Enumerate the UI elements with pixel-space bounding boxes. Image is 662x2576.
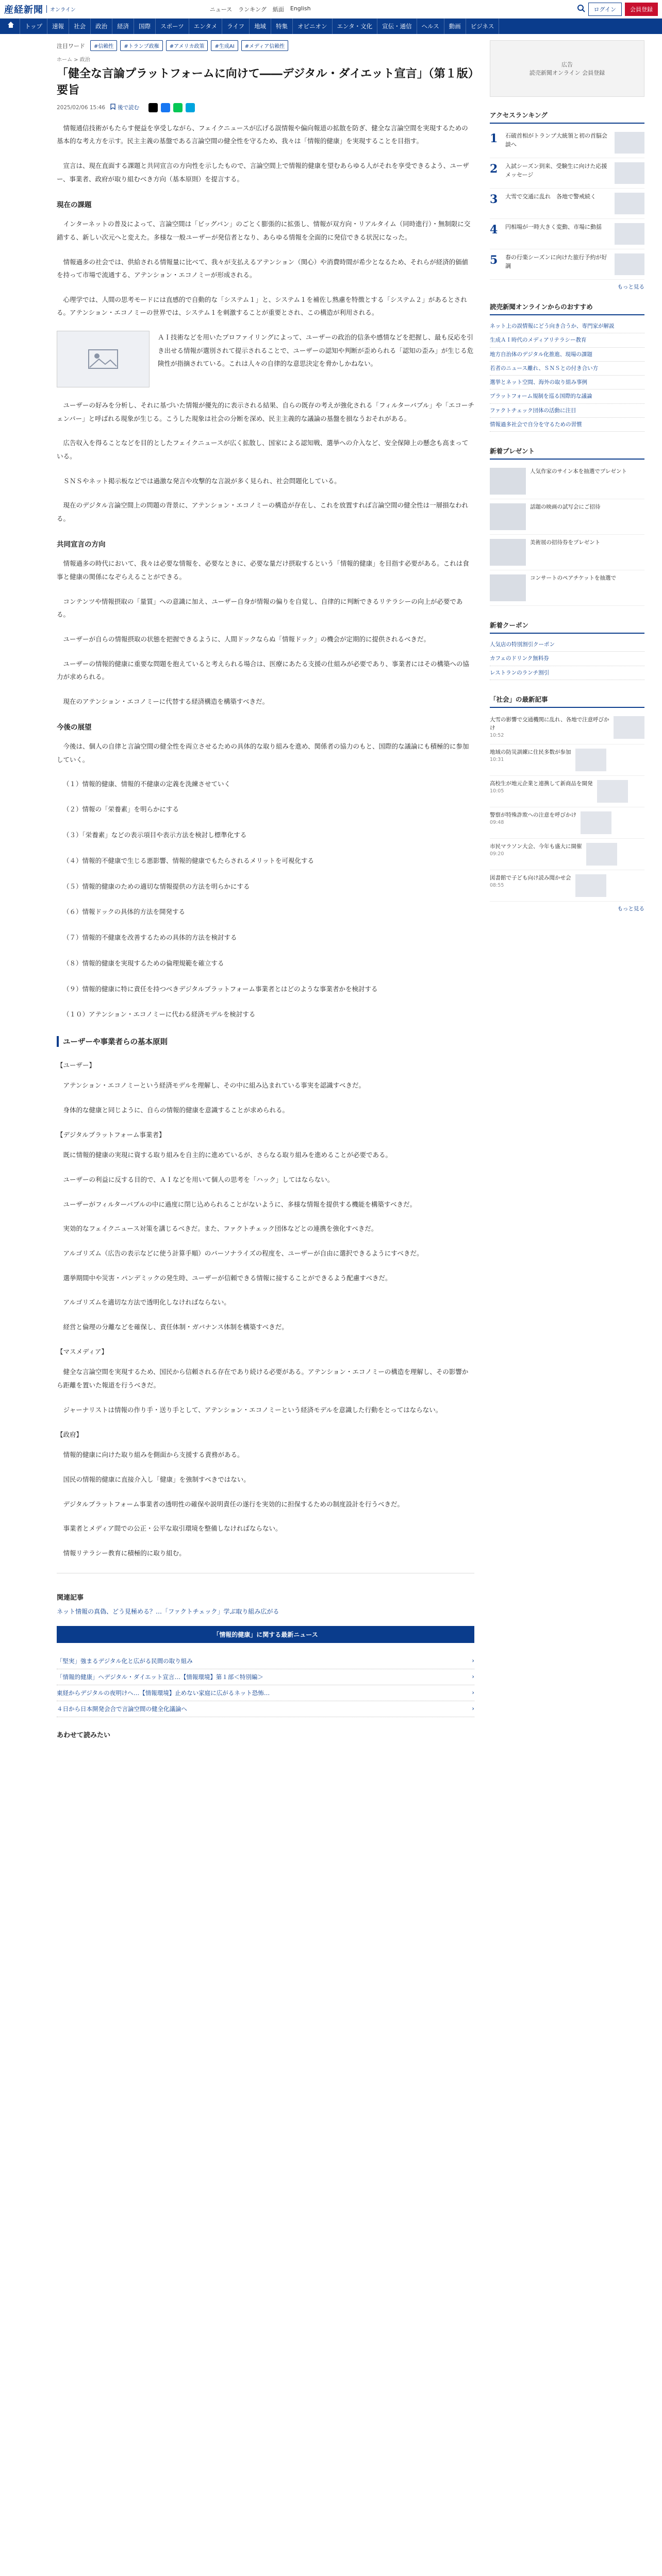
main-nav <box>0 19 662 34</box>
news-item-text: 東経からデジタルの夜明けへ…【情報環境】止めない家庭に広がるネット恐怖… <box>57 1689 270 1697</box>
tag[interactable]: #信賴性 <box>90 40 117 51</box>
ranking-text: 石破首相がトランプ大統領と初の首脳会談へ <box>505 132 607 148</box>
latest-time: 09:20 <box>490 851 504 857</box>
chevron-right-icon: › <box>472 1705 474 1713</box>
breadcrumb[interactable]: ホーム > 政治 <box>57 57 90 63</box>
article-meta <box>57 103 474 112</box>
article-paragraph: 経営と倫理の分離などを確保し、責任体制・ガバナンス体制を構築すべきだ。 <box>63 1323 288 1331</box>
ranking-list <box>490 128 644 280</box>
top-link[interactable]: ニュース <box>209 6 233 13</box>
nav-item[interactable]: 速報 <box>47 19 69 34</box>
ad-text: 読売新聞オンライン 会員登録 <box>529 70 605 76</box>
pickup-item[interactable]: 地方自治体のデジタル化推進、現場の課題 <box>490 348 644 362</box>
nav-item[interactable]: 経済 <box>112 19 134 34</box>
chevron-right-icon: › <box>472 1657 474 1665</box>
latest-item[interactable] <box>490 712 644 744</box>
tag[interactable]: #アメリカ政策 <box>166 40 208 51</box>
page-container <box>0 34 662 1744</box>
logo-text: 産経新聞 <box>4 4 43 15</box>
read-later-label: 後で読む <box>118 105 140 111</box>
nav-item[interactable]: オピニオン <box>293 19 333 34</box>
article-paragraph: アルゴリズム（広告の表示などに使う計算手順）のパーソナライズの程度を、ユーザーが自由に選択できるようにすべきだ。 <box>63 1249 423 1257</box>
latest-text: 地域の防災訓練に住民多数が参加 <box>490 749 571 755</box>
latest-item[interactable] <box>490 744 644 776</box>
latest-item[interactable] <box>490 839 644 870</box>
sidebar <box>490 40 644 1744</box>
news-banner[interactable]: 「情報的健康」に関する最新ニュース <box>57 1626 474 1643</box>
tag[interactable]: #メディア信賴性 <box>241 40 289 51</box>
latest-thumbnail <box>586 843 617 866</box>
ranking-thumbnail <box>615 253 644 275</box>
article-paragraph: 身体的な健康と同じように、自らの情報的健康を意識することが求められる。 <box>63 1106 289 1114</box>
article-paragraph: 国民の情報的健康に直接介入し「健康」を強制すべきではない。 <box>63 1475 250 1483</box>
article-paragraph: ユーザーが自らの情報摂取の状態を把握できるように、人間ドックならぬ「情報ドック」の機会が定期的に提供されるべきだ。 <box>63 635 431 643</box>
news-item-text: 「情報的健康」ヘデジタル・ダイエット宣言…【情報環境】第１部＜特別編＞ <box>57 1673 263 1681</box>
news-item[interactable] <box>57 1685 474 1701</box>
major-heading: ユーザーや事業者らの基本原則 <box>57 1036 474 1047</box>
nav-item[interactable]: エンタメ <box>189 19 223 34</box>
coupon-item[interactable]: カフェのドリンク無料券 <box>490 652 644 666</box>
latest-thumbnail <box>575 749 606 771</box>
nav-item[interactable]: ビジネス <box>466 19 500 34</box>
search-icon[interactable] <box>577 4 585 14</box>
latest-text: 図書館で子ども向け読み聞かせ会 <box>490 874 571 881</box>
top-link[interactable]: ランキング <box>238 6 267 13</box>
latest-thumbnail <box>614 716 644 739</box>
gift-thumbnail <box>490 539 526 566</box>
coupon-item[interactable]: 人気店の特別割引クーポン <box>490 638 644 652</box>
chevron-right-icon: › <box>472 1673 474 1681</box>
hatena-share-icon[interactable] <box>186 103 195 112</box>
ranking-item[interactable] <box>490 158 644 189</box>
list-item: （７）情報的不健康を改善するための具体的方法を検討する <box>63 934 237 942</box>
pickup-list <box>490 319 644 432</box>
latest-item[interactable] <box>490 870 644 902</box>
nav-item[interactable]: 動画 <box>444 19 466 34</box>
latest-time: 08:55 <box>490 883 504 889</box>
login-button[interactable]: ログイン <box>588 3 622 16</box>
nav-item[interactable]: 地域 <box>250 19 271 34</box>
latest-thumbnail <box>581 811 611 834</box>
list-item: （８）情報的健康を実現するための倫理規範を確立する <box>63 959 224 967</box>
news-item-text: 「堅実」強まるデジタル化と広がる民間の取り組み <box>57 1657 193 1665</box>
list-item: （９）情報的健康に特に責任を持つべきデジタルプラットフォーム事業者とはどのような事業者かを検討する <box>63 985 378 993</box>
article-paragraph: 情報的健康に向けた取り組みを側面から支援する責務がある。 <box>63 1451 244 1459</box>
article-paragraph: 情報過多の時代において、我々は必要な情報を、必要なときに、必要な量だけ摂取するという「情報的健康」を目指す必要がある。これは食事と健康の関係になぞらえることができる。 <box>57 560 469 581</box>
latest-time: 09:48 <box>490 820 504 826</box>
section-heading: 現在の課題 <box>57 201 92 210</box>
nav-item[interactable]: ライフ <box>222 19 250 34</box>
article-paragraph: 心理学では、人間の思考モードには直感的で自動的な「システム１」と、システム１を補佐し熟慮を特徴とする「システム２」があるとされる。アテンション・エコノミーの世界では、システム１を刺激することが重要とされ、この構造が利用される。 <box>57 295 467 317</box>
article-paragraph: 事業者とメディア間での公正・公平な取引環境を整備しなければならない。 <box>63 1524 282 1533</box>
ranking-more-link[interactable]: もっと見る <box>617 284 644 290</box>
article-paragraph: 広告収入を得ることなどを目的としたフェイクニュースが広く拡散し、国家による認知戦、選挙への介入など、安全保障上の懸念も高まっている。 <box>57 439 469 460</box>
list-item: （１）情報的健康、情報的不健康の定義を洗練させていく <box>63 779 231 788</box>
share-icons <box>148 103 195 112</box>
article-paragraph: ユーザーがフィルターバブルの中に過度に閉じ込められることがないように、多様な情報を提供する機能を構築すべきだ。 <box>63 1200 417 1208</box>
site-logo[interactable] <box>4 3 76 16</box>
subsection-label: 【マスメディア】 <box>57 1348 108 1356</box>
rank-number: 3 <box>490 193 498 206</box>
article-paragraph: コンテンツや情報摂取の「量質」への意識に加え、ユーザー自身が情報の偏りを自覚し、自律的に判断できるリテラシーの向上が必要である。 <box>57 597 463 619</box>
rank-number: 2 <box>490 162 498 176</box>
nav-item[interactable]: スポーツ <box>156 19 189 34</box>
tag-bar <box>57 40 474 51</box>
latest-text: 高校生が地元企業と連携して新商品を開発 <box>490 780 593 787</box>
tag[interactable]: #生成AI <box>211 40 238 51</box>
ranking-item[interactable] <box>490 249 644 280</box>
pickup-item[interactable]: ファクトチェック団体の活動に注目 <box>490 404 644 418</box>
page-title: 「健全な言論プラットフォームに向けて――デジタル・ダイエット宣言」（第１版）要旨 <box>57 67 474 97</box>
latest-text: 大雪の影響で交通機関に乱れ、各地で注意呼びかけ <box>490 716 609 731</box>
nav-item[interactable]: 国際 <box>134 19 156 34</box>
article-paragraph: ＳＮＳやネット掲示板などでは過激な発言や攻撃的な言説が多く見られ、社会問題化している。 <box>63 477 341 485</box>
article-paragraph: ジャーナリストは情報の作り手・送り手として、アテンション・エコノミーという経済モデルを意識した行動をとってはならない。 <box>63 1405 442 1414</box>
gift-thumbnail <box>490 468 526 495</box>
ranking-thumbnail <box>615 132 644 154</box>
gift-thumbnail <box>490 574 526 601</box>
home-icon[interactable] <box>2 19 20 34</box>
ranking-text: 春の行楽シーズンに向けた旅行予約が好調 <box>505 254 607 269</box>
figure-image[interactable] <box>57 331 150 387</box>
pickup-item[interactable]: プラットフォーム規制を巡る国際的な議論 <box>490 389 644 403</box>
bookmark-icon <box>110 104 115 111</box>
pickup-item[interactable]: ネット上の誤情報にどう向き合うか、専門家が解説 <box>490 319 644 333</box>
gift-item[interactable] <box>490 464 644 499</box>
latest-item[interactable] <box>490 776 644 807</box>
ad-label: 広告 <box>561 61 573 68</box>
rank-number: 4 <box>490 223 498 236</box>
ranking-text: 円相場が一時大きく変動、市場に動揺 <box>505 224 602 230</box>
gift-text: コンサートのペアチケットを抽選で <box>530 575 617 582</box>
coupon-list <box>490 638 644 680</box>
ranking-thumbnail <box>615 223 644 245</box>
gift-text: 美術展の招待券をプレゼント <box>530 539 601 546</box>
list-item: （３）「栄養素」などの表示項目や表示方法を検討し標準化する <box>63 831 247 839</box>
list-item: （６）情報ドックの具体的方法を開発する <box>63 908 186 916</box>
tag[interactable]: #トランプ政権 <box>120 40 162 51</box>
pickup-item[interactable]: 選挙とネット空間、海外の取り組み事例 <box>490 376 644 389</box>
publish-date: 2025/02/06 15:46 <box>57 104 106 111</box>
rank-number: 1 <box>490 132 498 145</box>
article-paragraph: 現在のアテンション・エコノミーに代替する経済構造を構築すべきだ。 <box>63 697 269 705</box>
news-list <box>57 1653 474 1717</box>
latest-thumbnail <box>575 874 606 897</box>
article-main <box>57 40 485 1744</box>
nav-item[interactable]: エンタ・文化 <box>333 19 378 34</box>
latest-text: 警察が特殊詐欺への注意を呼びかけ <box>490 811 576 818</box>
line-share-icon[interactable] <box>173 103 183 112</box>
pickup-heading: 読売新聞オンラインからのおすすめ <box>490 299 644 315</box>
gift-item[interactable] <box>490 499 644 535</box>
subsection-label: 【ユーザー】 <box>57 1061 96 1070</box>
ranking-item[interactable] <box>490 219 644 249</box>
gift-item[interactable] <box>490 570 644 606</box>
article-paragraph: ユーザーの利益に反する目的で、ＡＩなどを用いて個人の思考を「ハック」してはならない。 <box>63 1176 334 1184</box>
latest-thumbnail <box>597 780 628 803</box>
subsection-label: 【デジタルプラットフォーム事業者】 <box>57 1131 166 1139</box>
pickup-item[interactable]: 情報過多社会で自分を守るための習慣 <box>490 418 644 432</box>
ranking-item[interactable] <box>490 128 644 158</box>
latest-heading: 「社会」の最新記事 <box>490 691 644 708</box>
article-paragraph: デジタルプラットフォーム事業者の透明性の確保や説明責任の遂行を実効的に担保するための制度設計を行うべきだ。 <box>63 1500 404 1508</box>
x-share-icon[interactable] <box>148 103 158 112</box>
tags-label: 注目ワード <box>57 42 85 49</box>
article-paragraph: 情報通信技術がもたらす便益を享受しながら、フェイクニュースが広げる誤情報や偏向報道の拡散を防ぎ、健全な言論空間を実現するための基本的な考え方を示す。民主主義の基盤である言論空間の健全性を守るため、我々は「情報的健康」を実現することを目指す。 <box>57 124 468 145</box>
latest-more-link[interactable]: もっと見る <box>617 905 644 912</box>
nav-item[interactable]: 特集 <box>271 19 293 34</box>
ranking-thumbnail <box>615 162 644 184</box>
article-paragraph: 情報リテラシー教育に積極的に取り組む。 <box>63 1549 186 1557</box>
nav-item[interactable]: 社会 <box>69 19 91 34</box>
nav-item[interactable]: トップ <box>20 19 47 34</box>
related-link[interactable]: ネット情報の真偽、どう見極める？…「ファクトチェック」学ぶ取り組み広がる <box>57 1608 279 1616</box>
article-paragraph: 現在のデジタル言論空間上の問題の背景に、アテンション・エコノミーの構造が存在し、これを放置すれば言論空間の健全性は一層損なわれる。 <box>57 501 469 522</box>
gift-item[interactable] <box>490 535 644 570</box>
article-paragraph: 宣言は、現在直面する課題と共同宣言の方向性を示したもので、言論空間上で情報的健康を望むあらゆる人がそれを享受できるよう、ユーザー、事業者、政府が取り組むべき方向（基本原則）を提言する。 <box>57 162 469 183</box>
news-item-text: ４日から日本開発会合で言論空間の健全化議論へ <box>57 1705 187 1713</box>
pickup-item[interactable]: 若者のニュース離れ、ＳＮＳとの付き合い方 <box>490 362 644 376</box>
ranking-text: 入試シーズン到来、受験生に向けた応援メッセージ <box>505 163 607 178</box>
article-paragraph: 選挙期間中や災害・パンデミックの発生時、ユーザーが信頼できる情報に接することができるよう配慮すべきだ。 <box>63 1274 392 1282</box>
article-paragraph: インターネットの普及によって、言論空間は「ビッグバン」のごとく膨張的に拡張し、情報が双方向・リアルタイム（同時進行）・無制限に交錯する、新しい次元へと変えた。多様な一般ユーザーが発信者となり、あらゆる情報を全面的に発信できる状況になった。 <box>57 220 471 241</box>
header-actions <box>577 3 658 16</box>
nav-item[interactable]: ヘルス <box>417 19 444 34</box>
article-paragraph: 実効的なフェイクニュース対策を講じるべきだ。また、ファクトチェック団体などとの連携を強化すべきだ。 <box>63 1225 378 1233</box>
article-figure <box>57 331 474 387</box>
nav-item[interactable]: 宣伝・通信 <box>377 19 417 34</box>
ranking-item[interactable] <box>490 189 644 219</box>
article-paragraph: 既に情報的健康の実現に資する取り組みを自主的に進めているが、さらなる取り組みを進めることが必要である。 <box>63 1151 392 1159</box>
coupon-item[interactable]: レストランのランチ割引 <box>490 666 644 680</box>
ranking-text: 大雪で交通に乱れ 各地で警戒続く <box>505 193 596 200</box>
related-heading: 関連記事 <box>57 1594 84 1602</box>
subscribe-button[interactable]: 会員登録 <box>625 3 658 16</box>
gift-list <box>490 464 644 606</box>
news-item[interactable] <box>57 1701 474 1717</box>
latest-item[interactable] <box>490 807 644 839</box>
article-body <box>57 122 474 1560</box>
nav-item[interactable]: 政治 <box>91 19 112 34</box>
latest-time: 10:52 <box>490 733 504 739</box>
coupon-heading: 新着クーポン <box>490 617 644 634</box>
list-item: （２）情報の「栄養素」を明らかにする <box>63 805 179 814</box>
gift-text: 話題の映画の試写会にご招待 <box>530 504 601 511</box>
article-paragraph: 健全な言論空間を実現するため、国民から信頼される存在であり続ける必要がある。アテンション・エコノミーの構造を理解し、その影響から距離を置いた報道を行うべきだ。 <box>57 1368 469 1389</box>
list-item: （５）情報的健康のための適切な情報提供の方法を明らかにする <box>63 882 250 890</box>
rank-number: 5 <box>490 253 498 267</box>
article-paragraph: 情報過多の社会では、供給される情報量に比べて、我々が支払えるアテンション（関心）や消費時間が希少となるため、それらが経済的価値を持って市場で流通する、アテンション・エコノミーが形成される。 <box>57 258 469 279</box>
article-paragraph: ユーザーの情報的健康に重要な問題を抱えていると考えられる場合は、医療にあたる支援の仕組みが必要であり、事業者にはその構築への協力が求められる。 <box>57 659 470 681</box>
subsection-label: 【政府】 <box>57 1431 83 1439</box>
gift-thumbnail <box>490 503 526 530</box>
read-later-button[interactable] <box>110 104 139 111</box>
ad-box[interactable] <box>490 40 644 97</box>
ranking-thumbnail <box>615 193 644 214</box>
section-heading: 共同宣言の方向 <box>57 540 106 549</box>
list-item: （４）情報的不健康で生じる悪影響、情報的健康でもたらされるメリットを可視化する <box>63 856 315 865</box>
top-bar <box>0 0 662 19</box>
article-paragraph: ユーザーの好みを分析し、それに基づいた情報が優先的に表示される結果、自らの既存の考えが強化される「フィルターバブル」や「エコーチェンバー」と呼ばれる現象が生じる。こうした現象は社会の分断を深め、民主主義的な議論の基盤を損なうおそれがある。 <box>57 401 474 422</box>
facebook-share-icon[interactable] <box>161 103 170 112</box>
ranking-heading: アクセスランキング <box>490 107 644 124</box>
gift-heading: 新着プレゼント <box>490 443 644 460</box>
related-section <box>57 1573 474 1616</box>
latest-time: 10:31 <box>490 757 504 763</box>
latest-list <box>490 712 644 902</box>
figure-text: ＡＩ技術などを用いたプロファイリングによって、ユーザーの政治的信条や感情などを把握し、最も反応を引き出せる情報が選別されて提示されることで、ユーザーの認知や判断が歪められる「認知の歪み」が生じる危険性が指摘されている。これは人々の自律的な意思決定を脅かしかねない。 <box>158 333 474 368</box>
news-item[interactable] <box>57 1653 474 1669</box>
list-item: （１０）アテンション・エコノミーに代わる経済モデルを検討する <box>63 1010 256 1019</box>
article-paragraph: アルゴリズムを適切な方法で透明化しなければならない。 <box>63 1298 230 1307</box>
top-link[interactable]: 紙面 <box>272 6 284 13</box>
latest-text: 市民マラソン大会、今年も盛大に開催 <box>490 843 582 850</box>
top-link[interactable]: English <box>290 5 311 12</box>
pickup-item[interactable]: 生成ＡＩ時代のメディアリテラシー教育 <box>490 333 644 347</box>
gift-text: 人気作家のサイン本を抽選でプレゼント <box>530 468 627 475</box>
chevron-right-icon: › <box>472 1689 474 1697</box>
article-paragraph: 今後は、個人の自律と言論空間の健全性を両立させるための具体的な取り組みを進め、関係者の協力のもと、国際的な議論にも積極的に参加していく。 <box>57 742 469 764</box>
latest-time: 10:05 <box>490 788 504 794</box>
logo-sub: オンライン <box>46 5 76 13</box>
article-paragraph: アテンション・エコノミーという経済モデルを理解し、その中に組み込まれている事実を認識すべきだ。 <box>63 1081 365 1090</box>
recommend-heading: あわせて読みたい <box>57 1732 111 1740</box>
section-heading: 今後の展望 <box>57 723 92 732</box>
top-links <box>210 5 311 13</box>
news-item[interactable] <box>57 1669 474 1685</box>
